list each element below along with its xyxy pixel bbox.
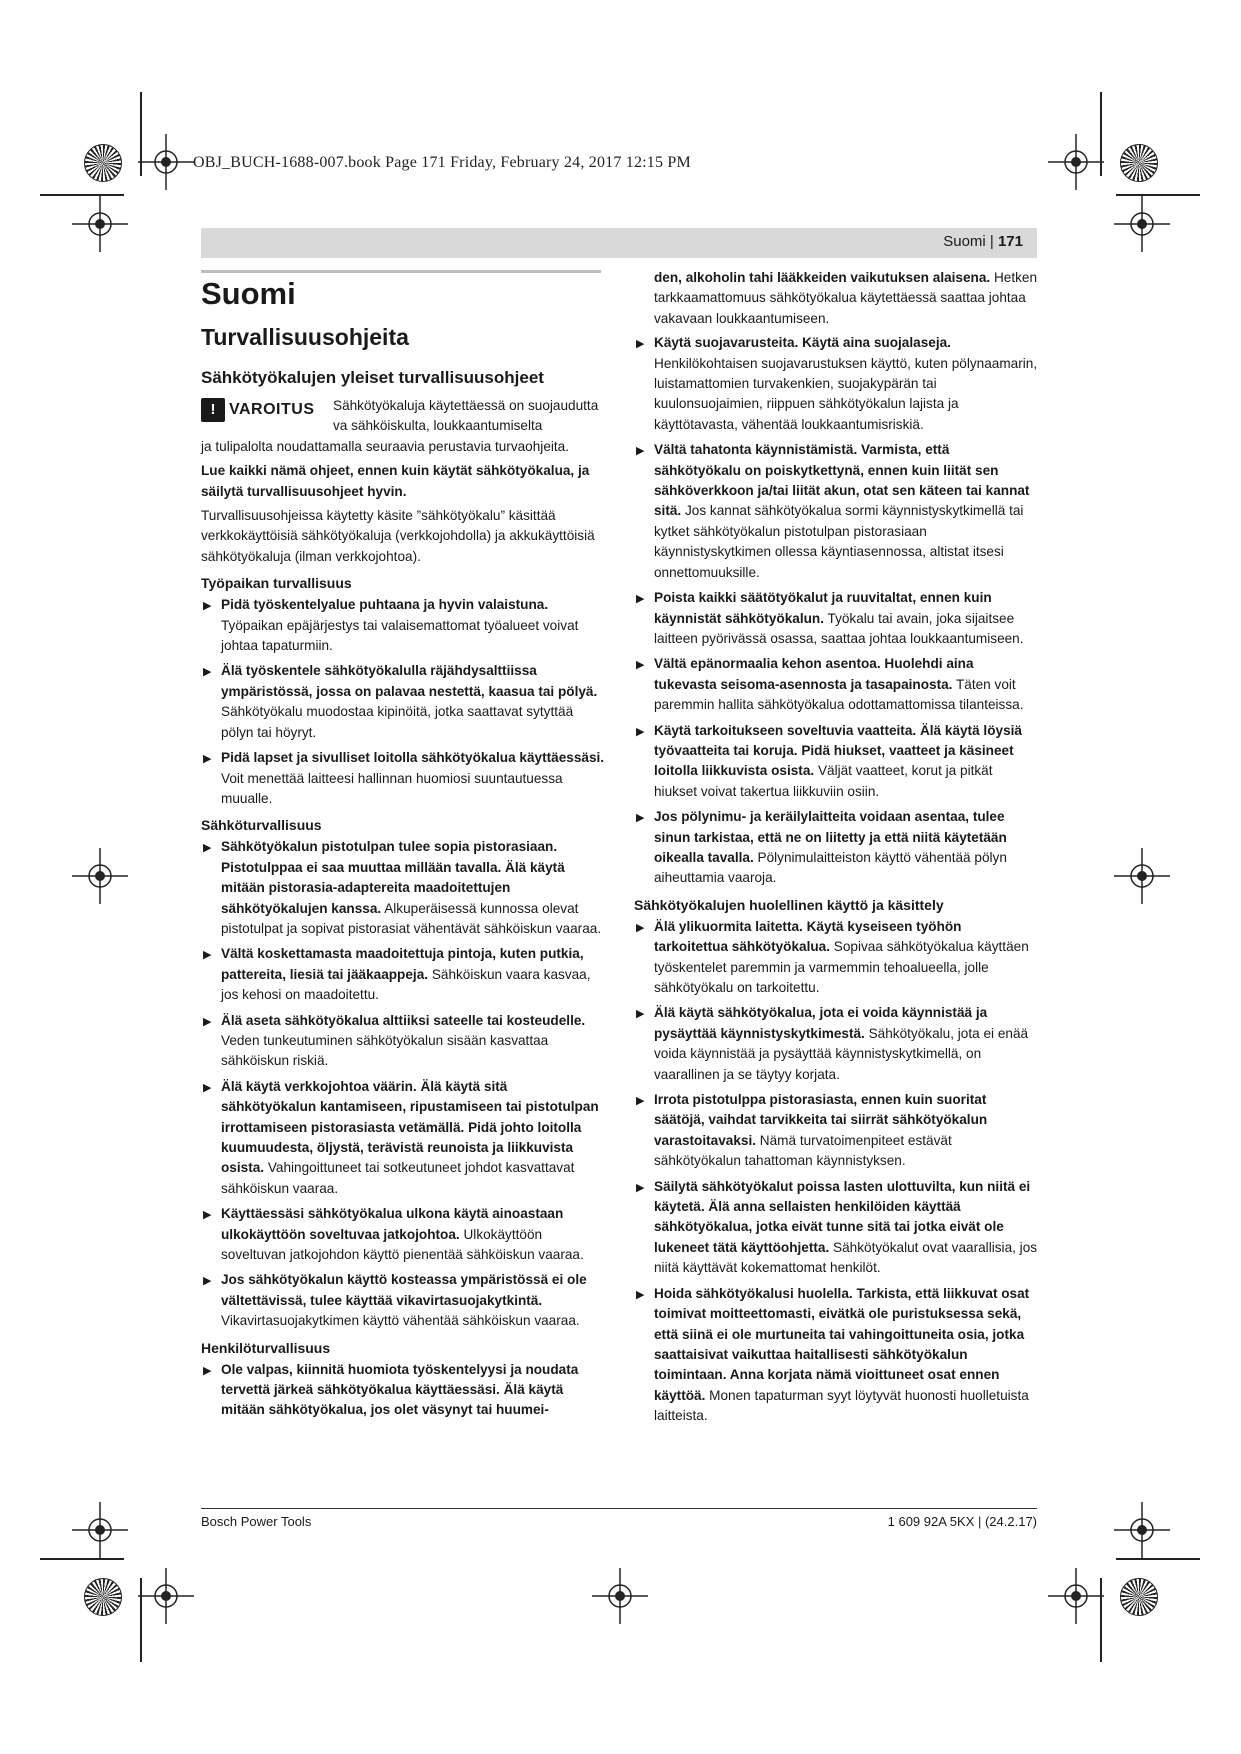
list-item: ▶ Käytä suojavarusteita. Käytä aina suojalaseja. Henkilökohtaisen suojavarustuksen käyttö, kuten pölynaamarin, luistamattomien turvakenkien, suojakypärän tai kuulonsuojaimien, riippuen sähkötyökalun lajista ja käyttötavasta, vähentää loukkaantumisriskiä. [636,335,1038,432]
list-item: ▶ Säilytä sähkötyökalut poissa lasten ulottuvilta, kun niitä ei käytetä. Älä anna sellaisten henkilöiden käyttää sähkötyökalua, jotka eivät tunne sitä tai jotka eivät ole lukeneet tätä käyttöohjetta. Sähkötyökalut ovat vaarallisia, jos niitä käyttävät kokemattomat henkilöt. [636,1178,1038,1276]
registration-mark [84,144,122,182]
personal-heading: Henkilöturvallisuus [201,1339,331,1356]
crosshair-mark [138,1568,194,1624]
personal-list-continued [634,333,1038,889]
warning-triangle-icon: ! [201,398,225,422]
continued-paragraph: den, alkoholin tahi lääkkeiden vaikutuksen alaisena. Hetken tarkkaamattomuus sähkötyökalua käytettäessä saattaa johtaa vakavaan loukkaantumiseen. [654,270,1038,326]
personal-list [201,1360,605,1421]
electrical-list [201,837,605,1331]
warning-block [201,396,605,437]
list-item: ▶ Pidä lapset ja sivulliset loitolla sähkötyökalua käyttäessäsi. Voit menettää laitteesi hallinnan huomiosi suuntautuessa muualle. [203,750,605,806]
bullet-arrow-icon: ▶ [636,338,645,351]
bullet-arrow-icon: ▶ [636,1288,645,1301]
bullet-arrow-icon: ▶ [636,812,645,825]
crosshair-mark [72,1502,128,1558]
list-item: ▶ Älä käytä verkkojohtoa väärin. Älä käytä sitä sähkötyökalun kantamiseen, ripustamiseen tai pistotulpan irrottamiseen pistorasiasta vetämällä. Pidä johto loitolla kuumuudesta, öljystä, terävistä reunoista ja liikkuvista osista. Vahingoittuneet tai sotkeutuneet johdot kasvattavat sähköiskun vaaraa. [203,1078,599,1196]
footer-doc-number: 1 609 92A 5KX | (24.2.17) [887,1514,1037,1529]
list-item: ▶ Älä ylikuormita laitetta. Käytä kyseiseen työhön tarkoitettua sähkötyökalua. Sopivaa sähkötyökalua käyttäen työskentelet paremmin ja varmemmin tehoalueella, jolle sähkötyökalu on tarkoitettu. [636,918,1029,995]
crosshair-mark [1048,134,1104,190]
crosshair-mark [1114,1502,1170,1558]
list-item: ▶ Sähkötyökalun pistotulpan tulee sopia pistorasiaan. Pistotulppaa ei saa muuttaa millään tavalla. Älä käytä mitään pistorasia-adaptereita maadoitettujen sähkötyökalujen kanssa. Alkuperäisessä kunnossa olevat pistotulpat ja sopivat pistorasiat vähentävät sähköiskun vaaraa. [203,839,602,936]
page-title: Suomi [201,276,296,311]
bullet-arrow-icon: ▶ [203,1364,212,1377]
crop-line [1116,1558,1200,1560]
bullet-arrow-icon: ▶ [203,600,212,613]
list-item: ▶ Käyttäessäsi sähkötyökalua ulkona käytä ainoastaan ulkokäyttöön soveltuvaa jatkojohtoa. Ulkokäyttöön soveltuvan jatkojohdon käyttö pienentää sähköiskun vaaraa. [203,1206,584,1263]
crop-line [40,1558,124,1560]
bullet-arrow-icon: ▶ [636,921,645,934]
crosshair-mark [1048,1568,1104,1624]
bullet-arrow-icon: ▶ [636,725,645,738]
bullet-arrow-icon: ▶ [636,593,645,606]
print-job-stamp: OBJ_BUCH-1688-007.book Page 171 Friday, February 24, 2017 12:15 PM [193,154,691,171]
bullet-arrow-icon: ▶ [203,753,212,766]
crop-line [1100,92,1102,176]
crosshair-mark [592,1568,648,1624]
definition-paragraph: Turvallisuusohjeissa käytetty käsite ”sähkötyökalu” käsittää verkkokäyttöisiä sähkötyökaluja (verkkojohdolla) ja akkukäyttöisiä sähkötyökaluja (ilman verkkojohtoa). [201,508,595,564]
bullet-arrow-icon: ▶ [636,1008,645,1021]
electrical-heading: Sähköturvallisuus [201,817,322,834]
handling-list [634,917,1038,1427]
workplace-heading: Työpaikan turvallisuus [201,575,352,592]
warning-text: Sähkötyökaluja käytettäessä on suojaudutta va sähköiskulta, loukkaantumiselta [333,398,599,434]
footer-rule [201,1508,1037,1509]
registration-mark [1120,144,1158,182]
bullet-arrow-icon: ▶ [636,659,645,672]
crosshair-mark [72,196,128,252]
list-item: ▶ Käytä tarkoitukseen soveltuvia vaatteita. Älä käytä löysiä työvaatteita tai koruja. Pidä hiukset, vaatteet ja käsineet loitolla liikkuvista osista. Väljät vaatteet, korut ja pitkät hiukset voivat takertua liikkuviin osiin. [636,722,1022,799]
bullet-arrow-icon: ▶ [203,666,212,679]
page-number: 171 [997,233,1023,250]
list-item: ▶ Poista kaikki säätötyökalut ja ruuvitaltat, ennen kuin käynnistät sähkötyökalun. Työkalu tai avain, joka sijaitsee laitteen pyörivässä osassa, saattaa johtaa loukkaantumiseen. [636,590,1024,646]
crosshair-mark [1114,848,1170,904]
list-item: ▶ Jos pölynimu- ja keräilylaitteita voidaan asentaa, tulee sinun tarkistaa, että ne on liitetty ja että niitä käytetään oikealla tavalla. Pölynimulaitteiston käyttö vähentää pölyn aiheuttamia vaaroja. [636,809,1007,886]
crosshair-mark [138,134,194,190]
footer-publisher: Bosch Power Tools [201,1514,312,1529]
bullet-arrow-icon: ▶ [203,1209,212,1222]
crop-line [140,1578,142,1662]
bullet-arrow-icon: ▶ [636,445,645,458]
bullet-arrow-icon: ▶ [203,1015,212,1028]
registration-mark [84,1578,122,1616]
warning-label: VAROITUS [229,400,315,418]
header-section: Suomi | [943,233,998,250]
workplace-list [201,595,605,809]
crop-line [1100,1578,1102,1662]
running-header [201,228,1037,258]
crop-line [40,194,124,196]
bullet-arrow-icon: ▶ [203,1081,212,1094]
section-heading: Sähkötyökalujen yleiset turvallisuusohjeet [201,368,544,387]
warning-text-continued: ja tulipalolta noudattamalla seuraavia perustavia turvaohjeita. [201,438,570,454]
list-item: ▶ Vältä epänormaalia kehon asentoa. Huolehdi aina tukevasta seisoma-asennosta ja tasapainosta. Täten voit paremmin hallita sähkötyökalua odottamattomissa tilanteissa. [636,656,1024,713]
list-item: ▶ Vältä koskettamasta maadoitettuja pintoja, kuten putkia, pattereita, liesiä tai jääkaappeja. Sähköiskun vaara kasvaa, jos kehosi on maadoitettu. [203,946,591,1003]
list-item: ▶ Hoida sähkötyökalusi huolella. Tarkista, että liikkuvat osat toimivat moitteettomasti, eivätkä ole puristuksessa sekä, että siinä ei ole murtuneita tai vahingoittuneita osia, jotka saattaisivat vaikuttaa haitallisesti sähkötyökalun toimintaan. Anna korjata nämä vioittuneet osat ennen käyttöä. Monen tapaturman syyt löytyvät huonosti huolletuista laitteista. [636,1285,1030,1424]
bullet-arrow-icon: ▶ [636,1095,645,1108]
read-instructions: Lue kaikki nämä ohjeet, ennen kuin käytät sähkötyökalua, ja säilytä turvallisuusohjeet hyvin. [201,463,590,499]
bullet-arrow-icon: ▶ [203,842,212,855]
chapter-title: Turvallisuusohjeita [201,324,409,350]
left-column [201,270,605,1426]
crop-line [1116,194,1200,196]
registration-mark [1120,1578,1158,1616]
bullet-arrow-icon: ▶ [203,949,212,962]
crosshair-mark [1114,196,1170,252]
crop-line [140,92,142,176]
bullet-arrow-icon: ▶ [203,1275,212,1288]
list-item: ▶ Älä aseta sähkötyökalua alttiiksi sateelle tai kosteudelle. Veden tunkeutuminen sähkötyökalun sisään kasvattaa sähköiskun riskiä. [203,1012,586,1069]
bullet-arrow-icon: ▶ [636,1181,645,1194]
right-column [634,268,1038,1432]
warning-badge [201,398,314,422]
list-item: ▶ Jos sähkötyökalun käyttö kosteassa ympäristössä ei ole vältettävissä, tulee käyttää vikavirtasuojakytkintä. Vikavirtasuojakytkimen käyttö vähentää sähköiskun vaaraa. [203,1272,587,1329]
list-item: ▶ Pidä työskentelyalue puhtaana ja hyvin valaistuna. Työpaikan epäjärjestys tai valaisemattomat työalueet voivat johtaa tapaturmiin. [203,597,579,654]
crosshair-mark [72,848,128,904]
list-item: ▶ Älä työskentele sähkötyökalulla räjähdysalttiissa ympäristössä, jossa on palavaa nestettä, kaasua tai pölyä. Sähkötyökalu muodostaa kipinöitä, jotka saattavat sytyttää pölyn tai höyryt. [203,663,598,740]
list-item: ▶ Älä käytä sähkötyökalua, jota ei voida käynnistää ja pysäyttää käynnistyskytkimestä. Sähkötyökalu, jota ei enää voida käynnistää ja pysäyttää käynnistyskytkimellä, on vaarallinen ja se täytyy korjata. [636,1005,1029,1082]
list-item: ▶ Vältä tahatonta käynnistämistä. Varmista, että sähkötyökalu on poiskytkettynä, ennen kuin liität sen sähköverkkoon ja/tai liität akun, otat sen käteen tai kannat sitä. Jos kannat sähkötyökalua sormi käynnistyskytkimellä tai kytket sähkötyökalun pistotulpan pistorasiaan käynnistyskytkimen ollessa käyntiasennossa, altistat itsesi onnettomuuksille. [636,442,1030,580]
list-item: ▶ Irrota pistotulppa pistorasiasta, ennen kuin suoritat säätöjä, vaihdat tarvikkeita tai siirrät sähkötyökalun varastoitavaksi. Nämä turvatoimenpiteet estävät sähkötyökalun tahattoman käynnistyksen. [636,1092,988,1169]
handling-heading: Sähkötyökalujen huolellinen käyttö ja käsittely [634,896,944,913]
list-item: ▶ Ole valpas, kiinnitä huomiota työskentelyysi ja noudata tervettä järkeä sähkötyökalua käyttäessäsi. Älä käytä mitään sähkötyökalua, jos olet väsynyt tai huumei- [203,1361,579,1418]
